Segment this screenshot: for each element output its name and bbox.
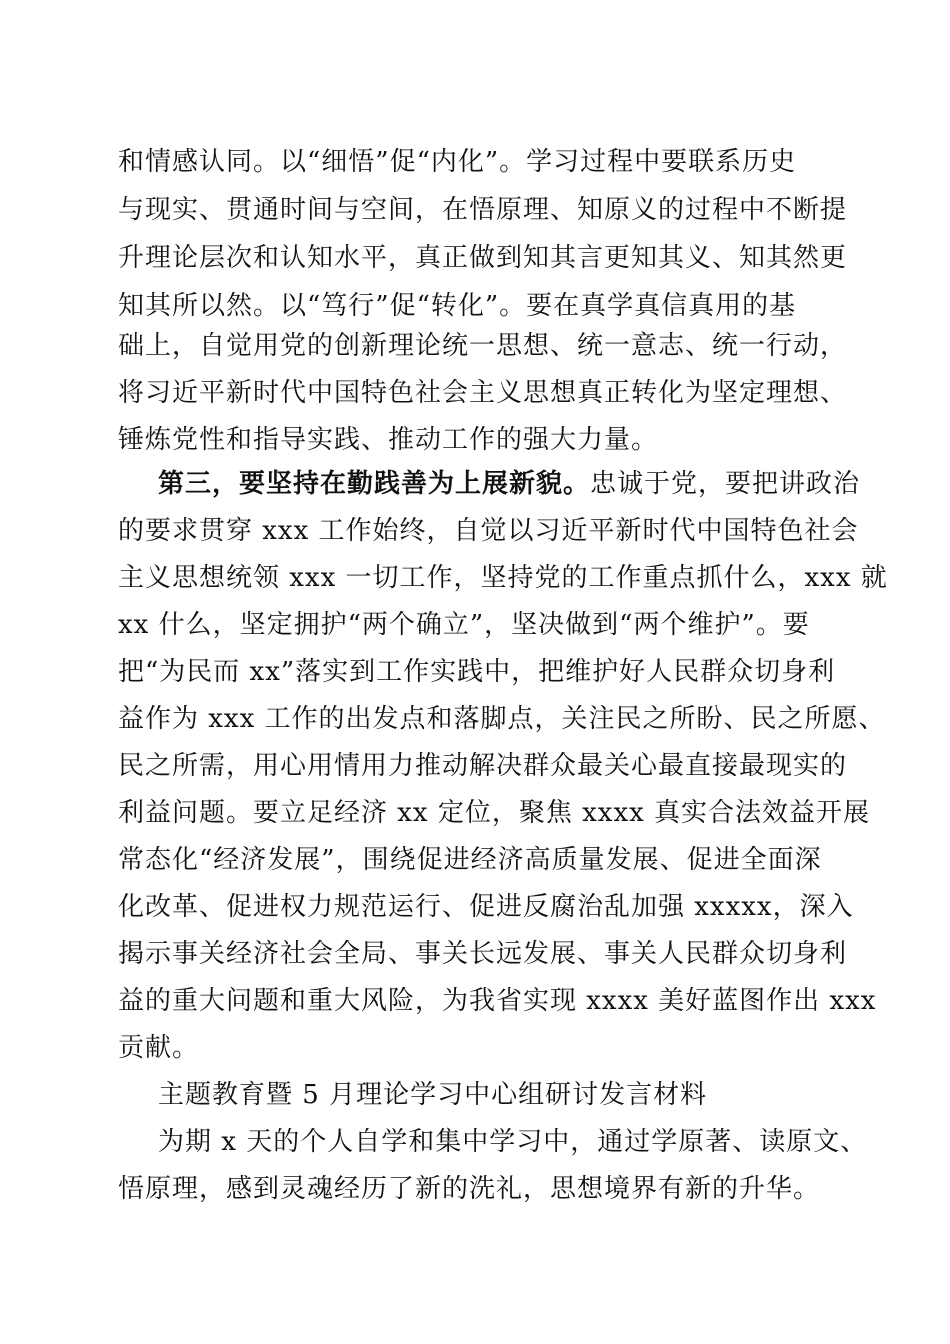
paragraph-2-line-5: 把“为民而 xx”落实到工作实践中，把维护好人民群众切身利 <box>118 657 836 687</box>
paragraph-2-line-11: 揭示事关经济社会全局、事关长远发展、事关人民群众切身利 <box>118 939 848 969</box>
paragraph-2-line-1 <box>158 462 861 506</box>
paragraph-3-line-2: 悟原理，感到灵魂经历了新的洗礼，思想境界有新的升华。 <box>118 1174 821 1204</box>
paragraph-1-line-1: 和情感认同。以“细悟”促“内化”。学习过程中要联系历史 <box>118 147 797 177</box>
paragraph-1-line-6: 将习近平新时代中国特色社会主义思想真正转化为坚定理想、 <box>118 378 848 408</box>
paragraph-2-line-7: 民之所需，用心用情用力推动解决群众最关心最直接最现实的 <box>118 751 848 781</box>
paragraph-1-line-5: 础上，自觉用党的创新理论统一思想、统一意志、统一行动， <box>118 331 848 361</box>
paragraph-2-line-12: 益的重大问题和重大风险，为我省实现 xxxx 美好蓝图作出 xxx <box>118 986 877 1016</box>
paragraph-2-line-3: 主义思想统领 xxx 一切工作，坚持党的工作重点抓什么，xxx 就 <box>118 563 888 593</box>
paragraph-1-line-7: 锤炼党性和指导实践、推动工作的强大力量。 <box>118 425 659 455</box>
section-title: 主题教育暨 5 月理论学习中心组研讨发言材料 <box>158 1080 708 1110</box>
paragraph-1-line-4: 知其所以然。以“笃行”促“转化”。要在真学真信真用的基 <box>118 291 797 321</box>
paragraph-2-line-6: 益作为 xxx 工作的出发点和落脚点，关注民之所盼、民之所愿、 <box>118 704 886 734</box>
paragraph-2-line-4: xx 什么，坚定拥护“两个确立”，坚决做到“两个维护”。要 <box>118 610 810 640</box>
paragraph-2-line-13: 贡献。 <box>118 1033 200 1063</box>
paragraph-1-line-2: 与现实、贯通时间与空间，在悟原理、知原义的过程中不断提 <box>118 195 848 225</box>
paragraph-2-first-line-rest: 忠诚于党，要把讲政治 <box>590 469 861 499</box>
paragraph-1-line-3: 升理论层次和认知水平，真正做到知其言更知其义、知其然更 <box>118 243 848 273</box>
paragraph-2-heading: 第三，要坚持在勤践善为上展新貌。 <box>158 469 591 499</box>
paragraph-3-line-1: 为期 x 天的个人自学和集中学习中，通过学原著、读原文、 <box>158 1127 868 1157</box>
paragraph-2-line-9: 常态化“经济发展”，围绕促进经济高质量发展、促进全面深 <box>118 845 822 875</box>
paragraph-2-line-8: 利益问题。要立足经济 xx 定位，聚焦 xxxx 真实合法效益开展 <box>118 798 871 828</box>
paragraph-2-line-2: 的要求贯穿 xxx 工作始终，自觉以习近平新时代中国特色社会 <box>118 516 859 546</box>
paragraph-2-line-10: 化改革、促进权力规范运行、促进反腐治乱加强 xxxxx，深入 <box>118 892 854 922</box>
